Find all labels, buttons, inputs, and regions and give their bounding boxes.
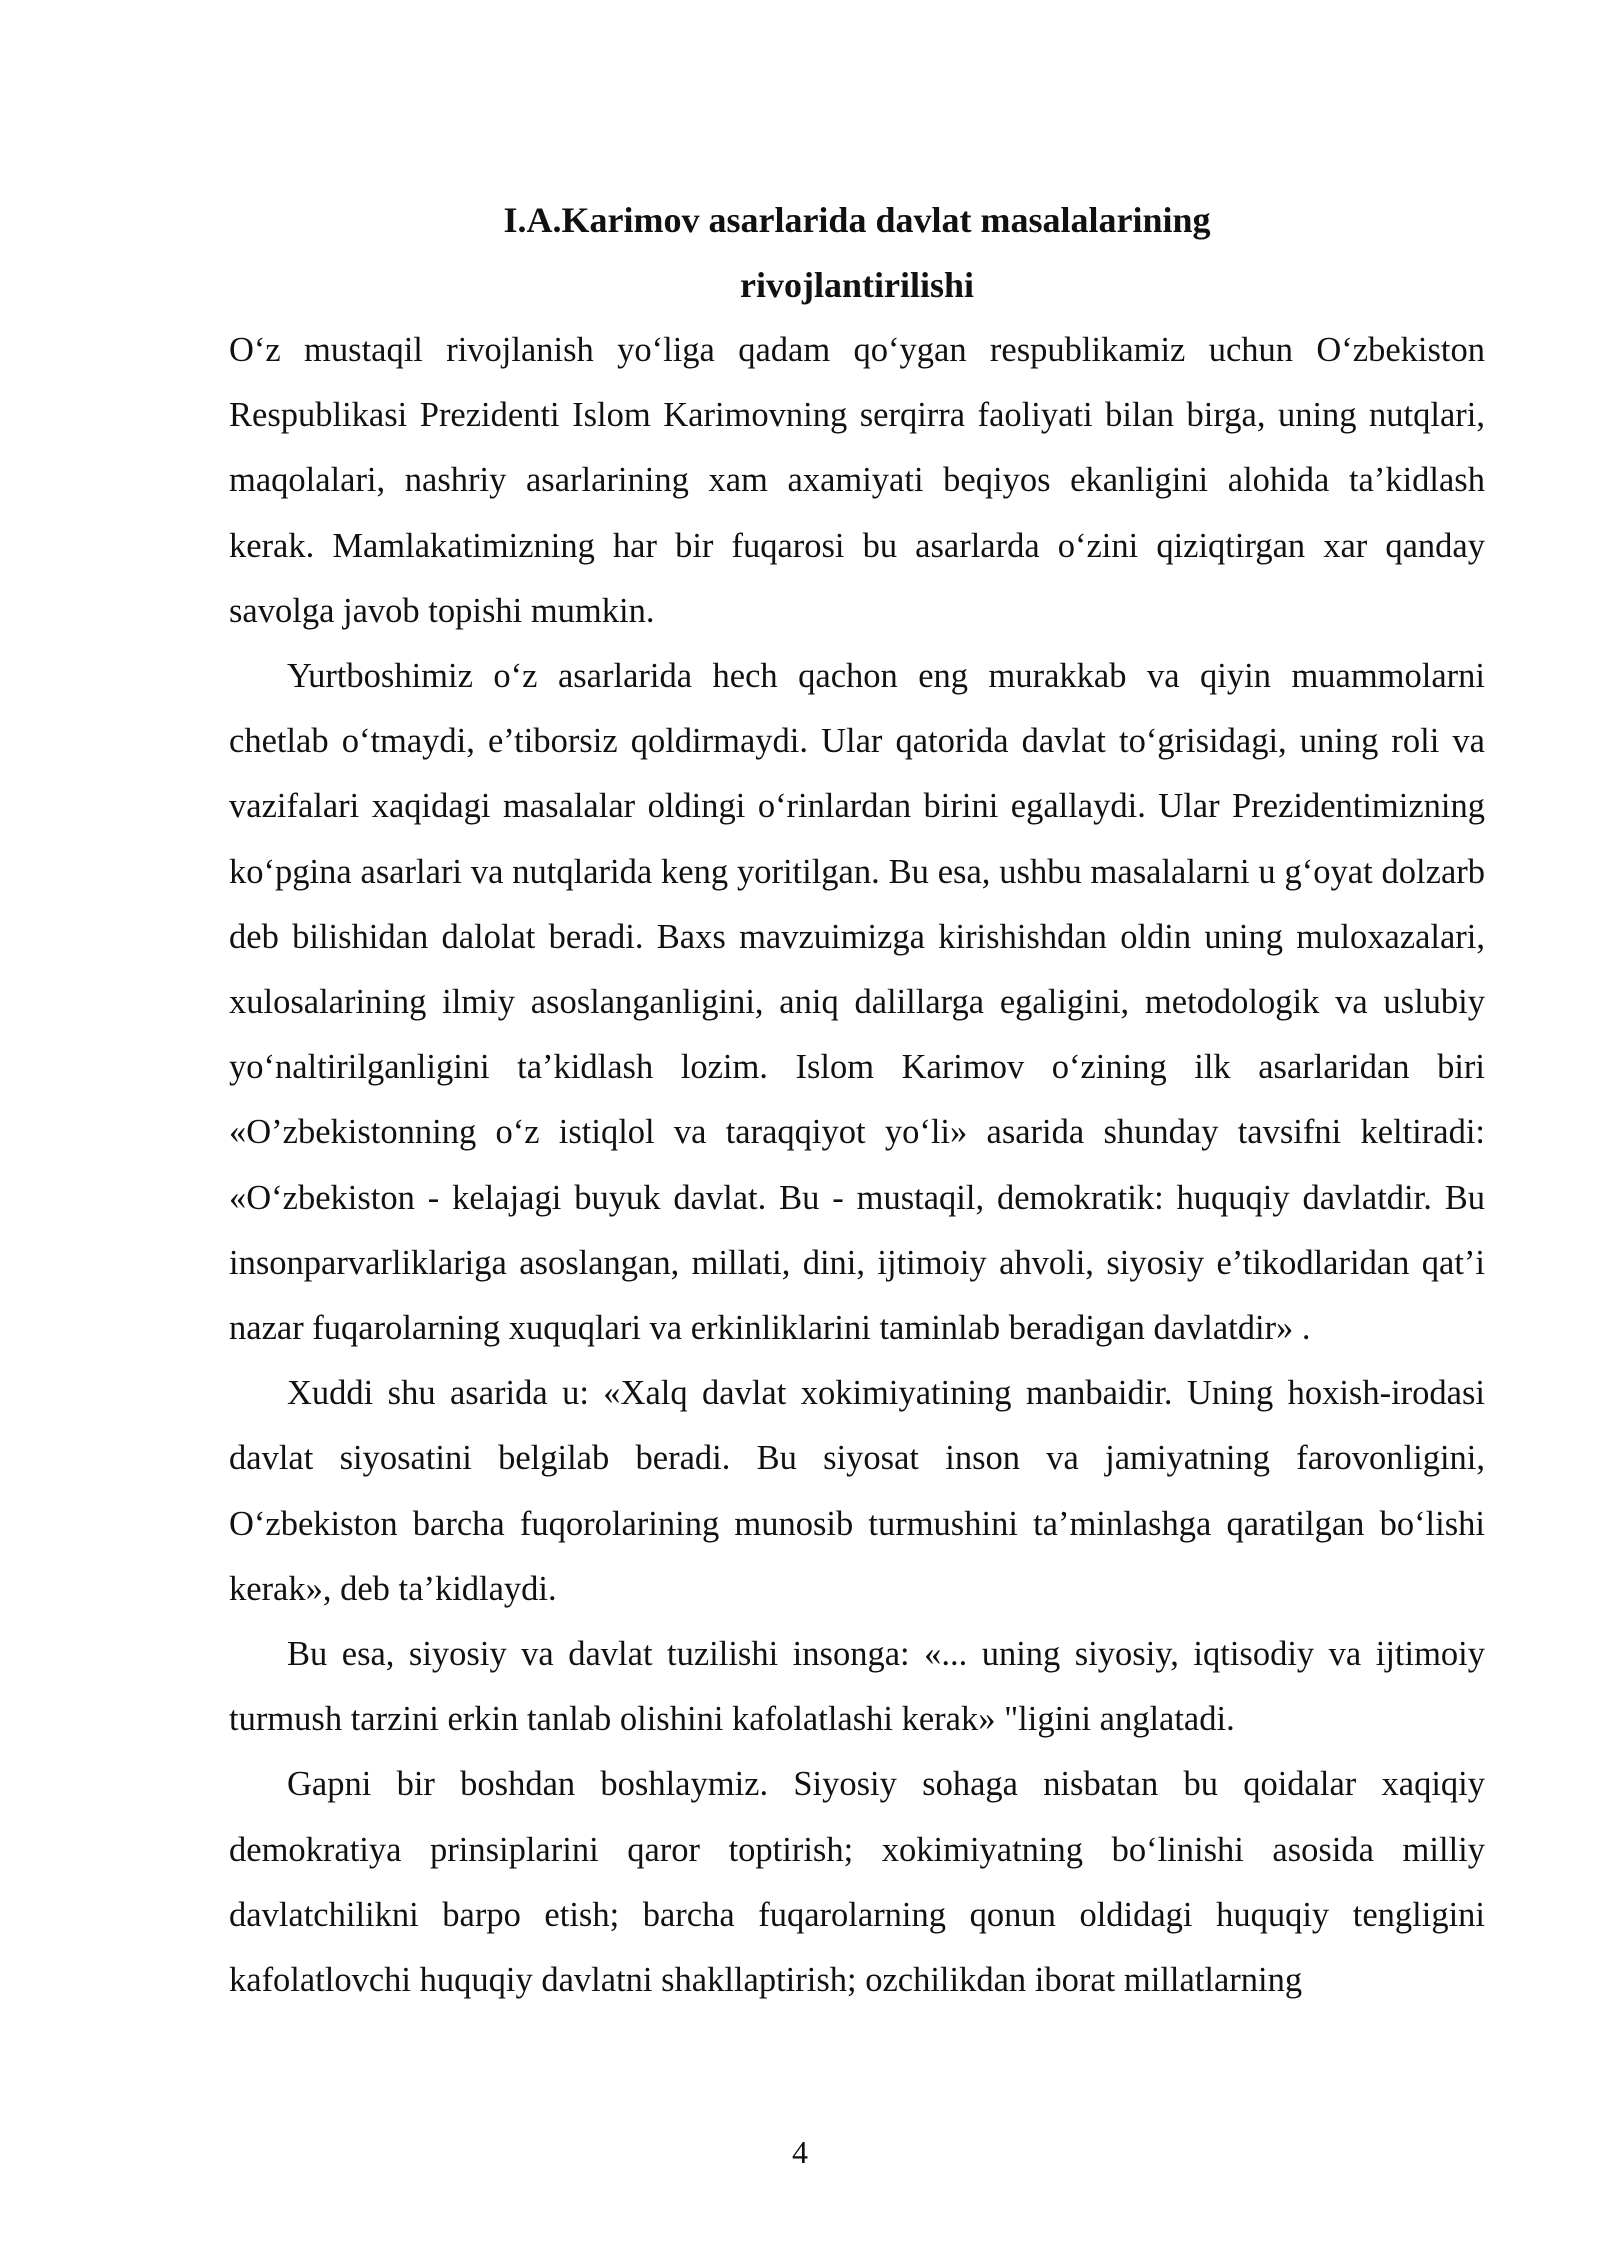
paragraph-4: Bu esa, siyosiy va davlat tuzilishi insonga: «... uning siyosiy, iqtisodiy va ijtimoiy turmush tarzini erkin tanlab olishini kafolatlashi kerak» "ligini anglatadi. xyxy=(229,1635,1485,1739)
paragraph-1: O‘z mustaqil rivojlanish yo‘liga qadam qo‘ygan respublikamiz uchun O‘zbekiston Respublikasi Prezidenti Islom Karimovning serqirra faoliyati bilan birga, uning nutqlari, maqolalari, nashriy asarlarining xam axamiyati beqiyos ekanligini alohida ta’kidlash kerak. Mamlakatimizning har bir fuqarosi bu asarlarda o‘zini qiziqtirgan xar qanday savolga javob topishi mumkin. xyxy=(229,331,1485,630)
page-number: 4 xyxy=(792,2134,808,2170)
paragraph-3: Xuddi shu asarida u: «Xalq davlat xokimiyatining manbaidir. Uning hoxish-irodasi davlat siyosatini belgilab beradi. Bu siyosat inson va jamiyatning farovonligini, O‘zbekiston barcha fuqorolarining munosib turmushini ta’minlashga qaratilgan bo‘lishi kerak», deb ta’kidlaydi. xyxy=(229,1374,1485,1608)
title-line-1: I.A.Karimov asarlarida davlat masalalarining xyxy=(503,200,1211,240)
title-line-2: rivojlantirilishi xyxy=(740,265,974,305)
page-content xyxy=(229,188,1485,2013)
paragraph-2: Yurtboshimiz o‘z asarlarida hech qachon eng murakkab va qiyin muammolarni chetlab o‘tmaydi, e’tiborsiz qoldirmaydi. Ular qatorida davlat to‘grisidagi, uning roli va vazifalari xaqidagi masalalar oldingi o‘rinlardan birini egallaydi. Ular Prezidentimizning ko‘pgina asarlari va nutqlarida keng yoritilgan. Bu esa, ushbu masalalarni u g‘oyat dolzarb deb bilishidan dalolat beradi. Baxs mavzuimizga kirishishdan oldin uning muloxazalari, xulosalarining ilmiy asoslanganligini, aniq dalillarga egaligini, metodologik va uslubiy yo‘naltirilganligini ta’kidlash lozim. Islom Karimov o‘zining ilk asarlaridan biri «O’zbekistonning o‘z istiqlol va taraqqiyot yo‘li» asarida shunday tavsifni keltiradi: «O‘zbekiston - kelajagi buyuk davlat. Bu - mustaqil, demokratik: huquqiy davlatdir. Bu insonparvarliklariga asoslangan, millati, dini, ijtimoiy ahvoli, siyosiy e’tikodlaridan qat’i nazar fuqarolarning xuquqlari va erkinliklarini taminlab beradigan davlatdir» . xyxy=(229,657,1485,1348)
paragraph-5: Gapni bir boshdan boshlaymiz. Siyosiy sohaga nisbatan bu qoidalar xaqiqiy demokratiya prinsiplarini qaror toptirish; xokimiyatning bo‘linishi asosida milliy davlatchilikni barpo etish; barcha fuqarolarning qonun oldidagi huquqiy tengligini kafolatlovchi huquqiy davlatni shakllaptirish; ozchilikdan iborat millatlarning xyxy=(229,1765,1485,2000)
